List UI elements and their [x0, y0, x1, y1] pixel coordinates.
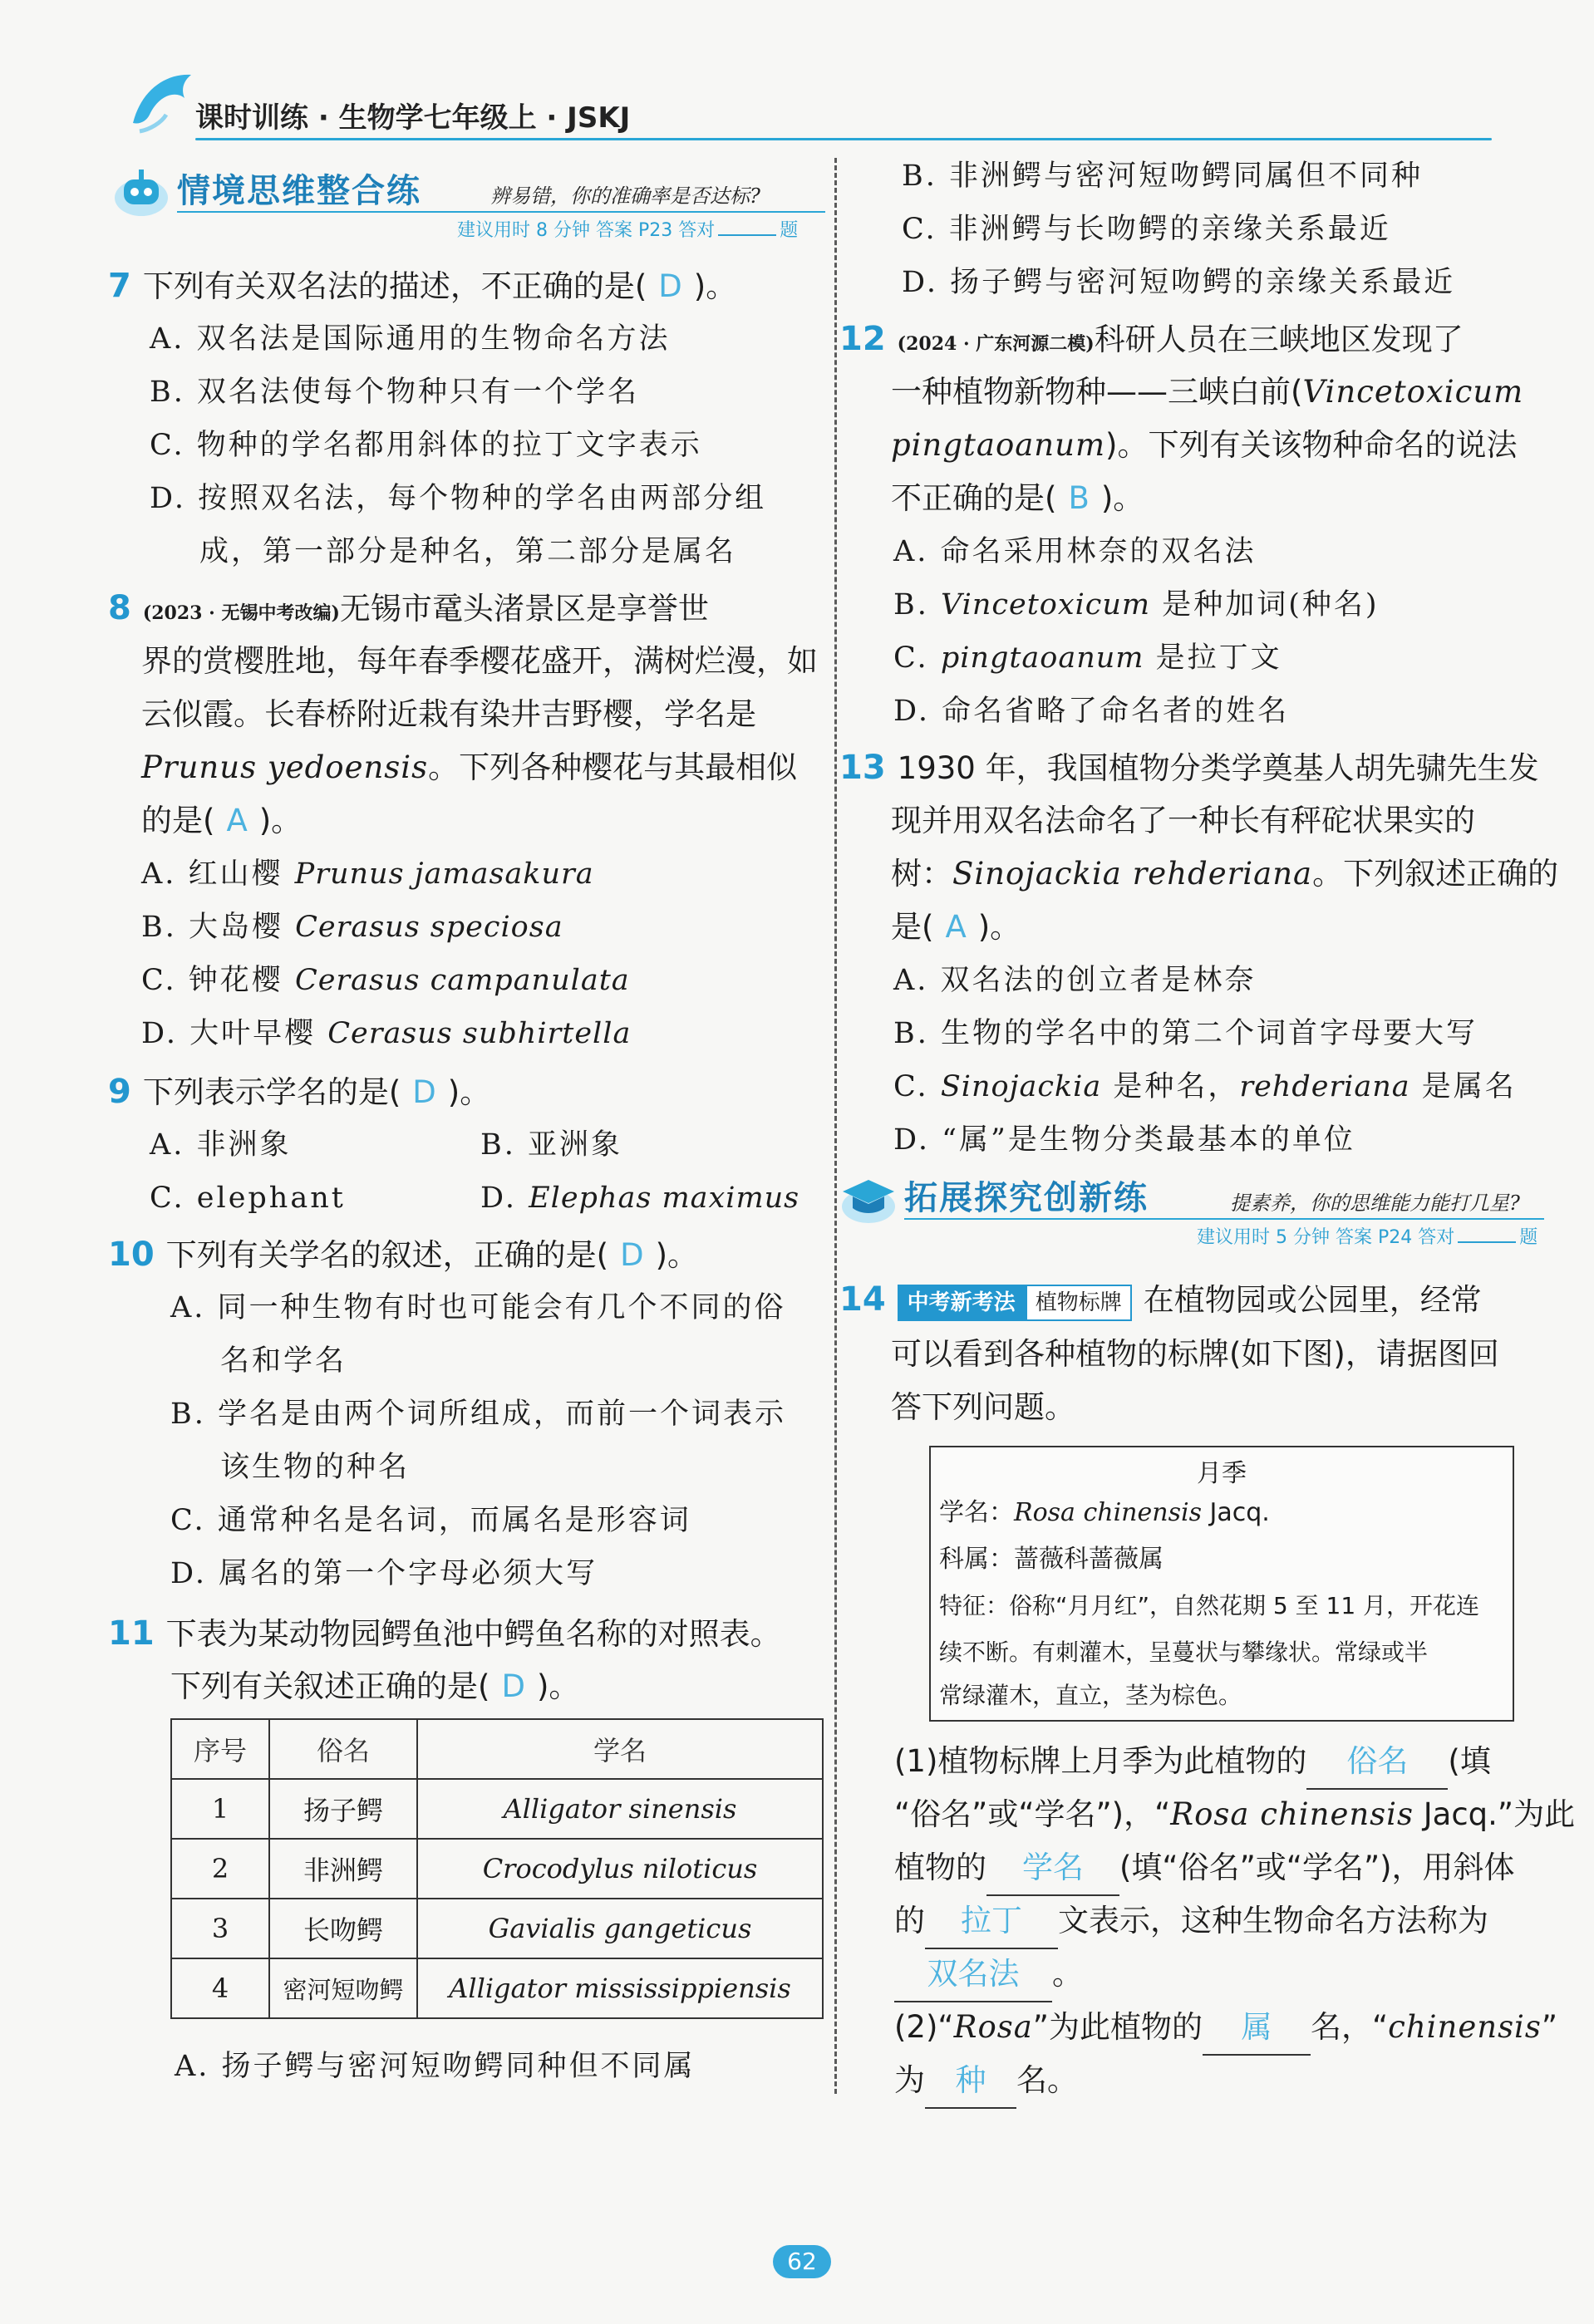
question-14-line: 答下列问题。 [891, 1389, 1075, 1425]
answer-blank: 种 [925, 2054, 1016, 2109]
option-d: D. 命名省略了命名者的姓名 [893, 695, 1290, 728]
option-b: B. 亚洲象 [480, 1128, 622, 1162]
option-a: A. 双名法是国际通用的生物命名方法 [150, 322, 671, 356]
answer: D [501, 1668, 525, 1704]
plant-sign [929, 1446, 1514, 1722]
sign-line: 学名：Rosa chinensis Jacq. [939, 1498, 1270, 1527]
question-11: 11 下表为某动物园鳄鱼池中鳄鱼名称的对照表。 [108, 1614, 781, 1653]
question-7: 7 下列有关双名法的描述，不正确的是( D )。 [108, 267, 737, 305]
answer: B [1068, 480, 1090, 516]
answer-blank: 拉丁 [925, 1894, 1058, 1949]
table-header-row [171, 1719, 823, 1779]
table-cell: 4 [171, 1958, 269, 2018]
robot-icon [112, 165, 170, 219]
question-13-line: 树：Sinojackia rehderiana。下列叙述正确的 [891, 856, 1559, 892]
option-c: C. 物种的学名都用斜体的拉丁文字表示 [150, 429, 702, 462]
question-11-line: 下列有关叙述正确的是( D )。 [170, 1668, 580, 1704]
option-c: C. 非洲鳄与长吻鳄的亲缘关系最近 [902, 213, 1391, 246]
table-header: 俗名 [269, 1719, 417, 1779]
answer-blank: 属 [1203, 2001, 1311, 2056]
question-9: 9 下列表示学名的是( D )。 [108, 1073, 491, 1111]
sign-line: 特征：俗称“月月红”，自然花期 5 至 11 月，开花连 [939, 1592, 1480, 1619]
option-c: C. 通常种名是名词，而属名是形容词 [170, 1504, 691, 1537]
table-header: 序号 [171, 1719, 269, 1779]
answer: A [945, 909, 967, 945]
question-8-line: Prunus yedoensis。下列各种樱花与其最相似 [141, 749, 798, 785]
table-cell: 3 [171, 1899, 269, 1958]
section-slogan: 辨易错，你的准确率是否达标? [490, 184, 760, 208]
table-cell: Gavialis gangeticus [417, 1899, 823, 1958]
crocodile-name-table [170, 1718, 824, 2019]
table-cell: 扬子鳄 [269, 1779, 417, 1839]
option-b: B. 大岛樱 Cerasus speciosa [141, 911, 563, 944]
topic-tag: 植物标牌 [1026, 1285, 1132, 1321]
answer-blank: 学名 [986, 1841, 1119, 1896]
option-c: C. 钟花樱 Cerasus campanulata [141, 964, 630, 997]
option-b: B. 学名是由两个词所组成，而前一个词表示 [170, 1398, 786, 1431]
table-cell: 密河短吻鳄 [269, 1958, 417, 2018]
question-14-line: 可以看到各种植物的标牌(如下图)，请据图回 [891, 1336, 1499, 1372]
table-cell: 1 [171, 1779, 269, 1839]
table-cell: 长吻鳄 [269, 1899, 417, 1958]
sign-title: 月季 [1197, 1459, 1247, 1488]
source-tag: (2023 · 无锡中考改编) [142, 602, 340, 624]
option-a: A. 命名采用林奈的双名法 [893, 535, 1257, 568]
question-8-line: 界的赏樱胜地，每年春季樱花盛开，满树烂漫，如 [141, 643, 818, 679]
table-row [171, 1899, 823, 1958]
option-a: A. 扬子鳄与密河短吻鳄同种但不同属 [175, 2050, 696, 2083]
header-line [195, 138, 1492, 140]
question-13-line: 是( A )。 [891, 909, 1021, 945]
page-number: 62 [773, 2245, 831, 2278]
table-cell: 非洲鳄 [269, 1839, 417, 1899]
table-cell: Alligator mississippiensis [417, 1958, 823, 2018]
table-row [171, 1779, 823, 1839]
column-divider [834, 158, 837, 2094]
section-title: 情境思维整合练 [177, 172, 421, 210]
question-13: 13 1930 年，我国植物分类学奠基人胡先骕先生发 [839, 749, 1539, 787]
option-b: B. 生物的学名中的第二个词首字母要大写 [893, 1017, 1478, 1050]
answer: D [658, 268, 682, 304]
answer: D [412, 1074, 436, 1110]
option-d: D. 扬子鳄与密河短吻鳄的亲缘关系最近 [902, 266, 1456, 299]
section-hint: 建议用时 5 分钟 答案 P24 答对 题 [1197, 1227, 1538, 1248]
section-slogan: 提素养，你的思维能力能打几星? [1230, 1191, 1520, 1215]
option-a: A. 同一种生物有时也可能会有几个不同的俗 [170, 1291, 786, 1324]
question-10: 10 下列有关学名的叙述，正确的是( D )。 [108, 1236, 699, 1274]
section-underline [904, 1218, 1544, 1220]
sign-line: 续不断。有刺灌木，呈蔓状与攀缘状。常绿或半 [939, 1639, 1429, 1666]
question-12-line: 不正确的是( B )。 [891, 480, 1144, 516]
option-d: D. 按照双名法，每个物种的学名由两部分组 [150, 482, 767, 515]
option-d: D. 属名的第一个字母必须大写 [170, 1557, 598, 1590]
answer-blank: 俗名 [1306, 1735, 1448, 1790]
question-14: 14 中考新考法 植物标牌 在植物园或公园里，经常 [839, 1273, 1482, 1327]
source-tag: (2024 · 广东河源二模) [897, 333, 1095, 355]
question-12-line: 一种植物新物种——三峡白前(Vincetoxicum [891, 374, 1524, 410]
sign-line: 科属：蔷薇科蔷薇属 [939, 1545, 1164, 1574]
option-a: A. 非洲象 [150, 1128, 292, 1162]
option-c: C. elephant [150, 1182, 346, 1215]
option-b: B. 非洲鳄与密河短吻鳄同属但不同种 [902, 160, 1423, 193]
question-8-line: 的是( A )。 [141, 803, 303, 838]
option-a: A. 红山樱 Prunus jamasakura [141, 857, 594, 891]
question-14-part-2: (2)“Rosa”为此植物的 属 名，“chinensis” [894, 2001, 1557, 2056]
question-14-line: 的 拉丁 文表示，这种生物命名方法称为 [894, 1894, 1488, 1949]
option-b: B. 双名法使每个物种只有一个学名 [150, 376, 639, 409]
new-exam-tag: 中考新考法 [898, 1285, 1026, 1321]
question-14-line: 双名法 。 [894, 1948, 1083, 2002]
question-12-line: pingtaoanum)。下列有关该物种命名的说法 [891, 427, 1518, 463]
section-banner-1 [112, 165, 827, 264]
graduation-cap-icon [839, 1172, 898, 1226]
option-a: A. 双名法的创立者是林奈 [893, 964, 1257, 997]
section-underline [177, 211, 825, 213]
header-title: 课时训练 · 生物学七年级上 · JSKJ [195, 101, 631, 135]
question-8-line: 云似霞。长春桥附近栽有染井吉野樱，学名是 [141, 696, 756, 732]
table-row [171, 1839, 823, 1899]
section-title: 拓展探究创新练 [904, 1179, 1149, 1217]
sign-line: 常绿灌木，直立，茎为棕色。 [939, 1682, 1242, 1709]
question-14-line: “俗名”或“学名”)，“Rosa chinensis Jacq.”为此 [894, 1796, 1576, 1832]
option-d: D. Elephas maximus [480, 1182, 800, 1215]
option-d: D. “属”是生物分类最基本的单位 [893, 1123, 1355, 1157]
table-header: 学名 [417, 1719, 823, 1779]
answer-blank: 双名法 [894, 1948, 1052, 2002]
option-a-cont: 名和学名 [220, 1344, 347, 1378]
option-d: D. 大叶早樱 Cerasus subhirtella [141, 1017, 632, 1050]
table-cell: 2 [171, 1839, 269, 1899]
dolphin-logo-icon [125, 65, 199, 140]
table-cell: Alligator sinensis [417, 1779, 823, 1839]
option-b: B. Vincetoxicum 是种加词(种名) [893, 588, 1380, 622]
table-cell: Crocodylus niloticus [417, 1839, 823, 1899]
section-hint: 建议用时 8 分钟 答案 P23 答对 题 [457, 220, 799, 241]
question-14-part-1: (1)植物标牌上月季为此植物的 俗名 (填 [894, 1735, 1491, 1790]
table-row [171, 1958, 823, 2018]
option-b-cont: 该生物的种名 [220, 1451, 411, 1484]
question-8: 8 (2023 · 无锡中考改编)无锡市鼋头渚景区是享誉世 [108, 589, 709, 627]
question-12: 12 (2024 · 广东河源二模)科研人员在三峡地区发现了 [839, 320, 1464, 358]
answer: A [226, 803, 248, 838]
answer: D [620, 1237, 644, 1273]
question-14-line: 植物的 学名 (填“俗名”或“学名”)，用斜体 [894, 1841, 1515, 1896]
option-c: C. Sinojackia 是种名，rehderiana 是属名 [893, 1070, 1517, 1103]
question-13-line: 现并用双名法命名了一种长有秤砣状果实的 [891, 803, 1475, 838]
question-14-line: 为 种 名。 [894, 2054, 1078, 2109]
option-d-cont: 成，第一部分是种名，第二部分是属名 [199, 535, 737, 568]
section-banner-2 [839, 1172, 1546, 1271]
option-c: C. pingtaoanum 是拉丁文 [893, 641, 1282, 675]
